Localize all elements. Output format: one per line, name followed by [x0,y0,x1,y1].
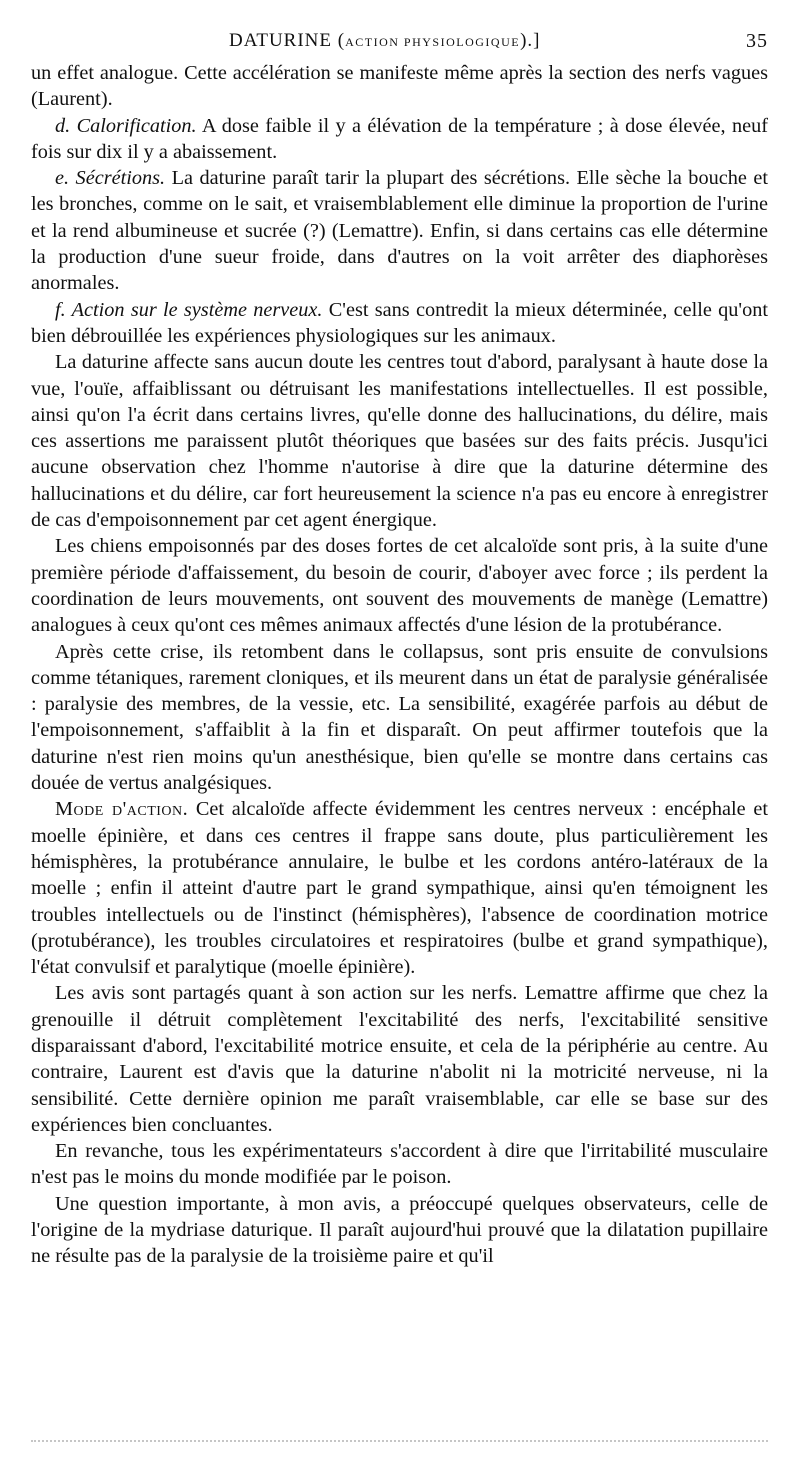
paragraph-centres [31,349,768,533]
paragraph-secretions-text: La daturine paraît tarir la plupart des sécrétions. Elle sèche la bouche et les bronches, comme on le sait, et vraisemblablement elle diminue la proportion de l'urine et la rend albumineuse et sucrée (?) (Lemattre). Enfin, si dans certains cas elle détermine la production d'une sueur froide, dans d'autres on la voit arrêter des diaphorèses anormales. [31,167,768,295]
paragraph-mode-action-text: Cet alcaloïde affecte évidemment les centres nerveux : encéphale et moelle épinière, et dans ces centres il frappe sans doute, plus particulièrement les hémisphères, la protubérance annulaire, le bulbe et les cordons antéro-latéraux de la moelle ; enfin il atteint d'autre part le grand sympathique, ainsi qu'en témoignent les troubles intellectuels ou de l'instinct (hémisphères), l'absence de coordination motrice (protubérance), les troubles circulatoires et respiratoires (bulbe et grand sympathique), l'état convulsif et paralytique (moelle épinière). [31,798,768,979]
running-title-sub: ACTION PHYSIOLOGIQUE [345,35,521,49]
paragraph-1 [31,60,768,113]
running-title-paren-close: ).] [520,30,541,51]
paragraph-calorification-text: A dose faible il y a élévation de la température ; à dose élevée, neuf fois sur dix il y a abaissement. [31,114,768,163]
paragraph-irritabilite-text: En revanche, tous les expérimentateurs s'accordent à dire que l'irritabilité musculaire n'est pas le moins du monde modifiée par le poison. [31,1140,768,1189]
page-number: 35 [746,30,768,52]
running-header [31,30,768,60]
paragraph-chiens [31,533,768,638]
paragraph-nerfs [31,980,768,1138]
paragraph-1-text: un effet analogue. Cette accélération se manifeste même après la section des nerfs vagues (Laurent). [31,62,768,111]
paragraph-systeme-nerveux-text: C'est sans contredit la mieux déterminée, celle qu'ont bien débrouillée les expériences physiologiques sur les animaux. [31,298,768,347]
body-text [31,60,768,1270]
section-heading-systeme-nerveux: f. Action sur le système nerveux. [55,298,323,321]
running-title-paren-open: ( [332,30,346,51]
paragraph-secretions [31,165,768,296]
paragraph-crise-text: Après cette crise, ils retombent dans le collapsus, sont pris ensuite de convulsions comme tétaniques, rarement cloniques, et ils meurent dans un état de paralysie généralisée : paralysie des membres, de la vessie, etc. La sensibilité, exagérée parfois au début de l'empoisonnement, s'affaiblit à la fin et disparaît. On peut affirmer toutefois que la daturine n'est rien moins qu'un anesthésique, bien qu'elle se montre dans certains cas douée de vertus analgésiques. [31,640,768,795]
paragraph-mydriase-text: Une question importante, à mon avis, a préoccupé quelques observateurs, celle de l'origine de la mydriase daturique. Il paraît aujourd'hui prouvé que la dilatation pupillaire ne résulte pas de la paralysie de la troisième paire et qu'il [31,1192,768,1268]
section-heading-secretions: e. Sécrétions. [55,167,166,190]
running-title [229,30,540,52]
paragraph-centres-text: La daturine affecte sans aucun doute les centres tout d'abord, paralysant à haute dose la vue, l'ouïe, affaiblissant ou détruisant les manifestations intellectuelles. Il est possible, ainsi qu'on l'a écrit dans certains livres, qu'elle donne des hallucinations, du délire, mais ces assertions me paraissent plutôt théoriques que basées sur des faits précis. Jusqu'ici aucune observation chez l'homme n'autorise à dire que la daturine détermine des hallucinations et du délire, car fort heureusement la science n'a pas eu encore à enregistrer de cas d'empoisonnement par cet agent énergique. [31,351,768,532]
paragraph-mode-action [31,796,768,980]
running-title-main: DATURINE [229,30,332,51]
paragraph-systeme-nerveux [31,297,768,350]
section-heading-mode-action: Mode d'action. [55,798,189,821]
paragraph-irritabilite [31,1138,768,1191]
paragraph-mydriase [31,1191,768,1270]
paragraph-nerfs-text: Les avis sont partagés quant à son action sur les nerfs. Lemattre affirme que chez la grenouille il détruit complètement l'excitabilité des nerfs, l'excitabilité sensitive disparaissant d'abord, l'excitabilité motrice ensuite, et cela de la périphérie au centre. Au contraire, Laurent est d'avis que la daturine n'abolit ni la motricité nerveuse, ni la sensibilité. Cette dernière opinion me paraît vraisemblable, car elle se base sur des expériences bien concluantes. [31,982,768,1136]
book-page [31,30,768,1270]
footer-bleed-through-line [31,1438,768,1442]
paragraph-calorification [31,113,768,166]
paragraph-chiens-text: Les chiens empoisonnés par des doses fortes de cet alcaloïde sont pris, à la suite d'une première période d'affaissement, du besoin de courir, d'aboyer avec force ; ils perdent la coordination de leurs mouvements, ont souvent des mouvements de manège (Lemattre) analogues à ceux qu'ont ces mêmes animaux affectés d'une lésion de la protubérance. [31,535,768,637]
paragraph-crise [31,639,768,797]
section-heading-calorification: d. Calorification. [55,114,197,137]
